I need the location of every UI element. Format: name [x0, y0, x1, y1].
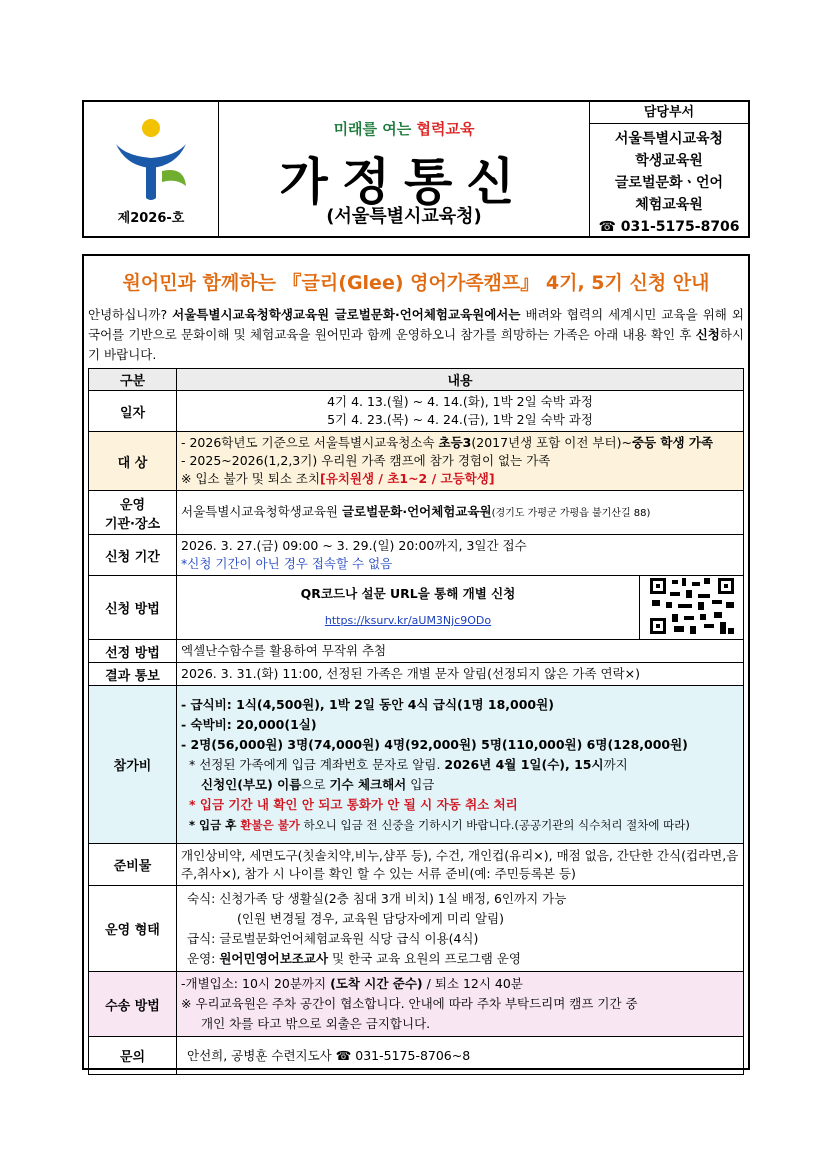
row-label: 문의	[89, 1037, 177, 1075]
intro-text: 하시기 바랍니다.	[88, 327, 744, 362]
text-bold: (도착 시간 준수)	[330, 976, 423, 991]
row-label: 신청 방법	[89, 576, 177, 640]
department-phone: ☎ 031-5175-8706	[598, 219, 740, 235]
organization-name: (서울특별시교육청)	[326, 206, 482, 227]
fee-note	[181, 775, 739, 795]
row-supplies	[89, 844, 744, 886]
text: ※ 입소 불가 및 퇴소 조치	[181, 471, 321, 486]
text: 하오니 입금 전 신중을 기하시기 바랍니다.(공공기관의 식수처리 절차에 따라)	[299, 817, 690, 832]
department-info	[590, 124, 748, 238]
row-contact	[89, 1037, 744, 1075]
row-content: 안선희, 공병훈 수련지도사 ☎ 031-5175-8706~8	[177, 1037, 744, 1075]
intro-bold: 신청	[695, 327, 720, 342]
transport-line	[181, 974, 739, 994]
department-heading: 담당부서	[590, 102, 748, 124]
text: / 퇴소 12시 40분	[422, 976, 523, 991]
target-line	[181, 470, 739, 488]
text: * 선정된 가족에게 입금 계좌번호 문자로 알림.	[189, 756, 445, 772]
label-line: 기관·장소	[104, 516, 161, 532]
row-content	[177, 391, 744, 432]
fee-line: - 2명(56,000원) 3명(74,000원) 4명(92,000원) 5명(110,000원) 6명(128,000원)	[181, 736, 688, 752]
fee-line: - 숙박비: 20,000(1실)	[181, 716, 317, 732]
target-line: - 2025~2026(1,2,3기) 우리원 가족 캠프에 참가 경험이 없는 가족	[181, 453, 551, 468]
transport-line: 개인 차를 타고 밖으로 외출은 금지합니다.	[201, 1016, 431, 1031]
row-target	[89, 432, 744, 491]
slogan-highlight: 협력교육	[416, 120, 475, 138]
fee-note	[181, 815, 739, 835]
row-content: 엑셀난수함수를 활용하여 무작위 추첨	[177, 640, 744, 663]
department-line: 서울특별시교육청	[614, 131, 724, 147]
transport-line: ※ 우리교육원은 주차 공간이 협소합니다. 안내에 따라 주차 부탁드리며 캠프 기간 중	[181, 996, 638, 1011]
text-bold: 2026년 4월 1일(수), 15시	[444, 756, 604, 772]
intro-bold: 서울특별시교육청학생교육원 글로벌문화·언어체험교육원에서는	[172, 307, 521, 322]
text: (2017년생 포함 이전 부터)~	[471, 435, 632, 450]
target-line	[181, 434, 739, 452]
row-content	[177, 886, 744, 972]
newsletter-header	[82, 100, 750, 238]
row-label	[89, 491, 177, 535]
row-fee	[89, 686, 744, 844]
info-table	[88, 368, 744, 1075]
row-content	[177, 972, 744, 1037]
text: 으로	[301, 776, 330, 792]
text-bold: 중등 학생 가족	[631, 435, 714, 450]
row-content	[177, 686, 744, 844]
notice-body	[82, 254, 750, 1070]
period-note: *신청 기간이 아닌 경우 접속할 수 없음	[181, 556, 393, 571]
department-line: 학생교육원	[635, 153, 703, 169]
qr-cell	[640, 576, 744, 640]
text: 서울특별시교육청학생교육원	[181, 503, 342, 519]
row-label: 대 상	[89, 432, 177, 491]
operation-line: (인원 변경될 경우, 교육원 담당자에게 미리 알림)	[237, 910, 504, 926]
row-content: 개인상비약, 세면도구(칫솔치약,비누,샴푸 등), 수건, 개인컵(유리×), 매점 없음, 간단한 간식(컵라면,음주,취사×), 참가 시 나이를 확인 할 수 있는 서류 준비(예: 주민등록본 등)	[177, 844, 744, 886]
row-label: 선정 방법	[89, 640, 177, 663]
department-cell	[590, 102, 748, 236]
text-bold: 글로벌문화·언어체험교육원	[341, 503, 492, 519]
row-apply-method	[89, 576, 744, 640]
table-header-row	[89, 369, 744, 391]
date-line: 5기 4. 23.(목) ~ 4. 24.(금), 1박 2일 숙박 과정	[327, 412, 593, 427]
text: 입금	[406, 776, 435, 792]
row-content	[177, 432, 744, 491]
department-line: 글로벌문화ㆍ언어	[614, 175, 724, 191]
intro-text: 배려와 협력의 세계시민 교육을 위해 외국어를 기반으로 문화이해 및 체험교육을 원어민과 함께 운영하오니 참가를 희망하는 가족은 아래 내용 확인 후	[88, 307, 745, 342]
text: 및 한국 교육 요원의 프로그램 운영	[328, 950, 521, 966]
title-cell	[219, 102, 590, 236]
row-label: 결과 통보	[89, 663, 177, 686]
slogan-text: 미래를 여는	[333, 120, 417, 138]
fee-line: - 급식비: 1식(4,500원), 1박 2일 동안 4식 급식(1명 18,000원)	[181, 696, 554, 712]
label-line: 운영	[119, 497, 146, 513]
seoul-education-logo-icon	[106, 116, 196, 206]
period-line: 2026. 3. 27.(금) 09:00 ~ 3. 29.(일) 20:00까지, 3일간 접수	[181, 538, 527, 553]
text-bold: 신청인(부모) 이름	[201, 776, 302, 792]
fee-note	[181, 755, 739, 775]
row-label: 신청 기간	[89, 535, 177, 576]
notice-headline: 원어민과 함께하는 『글리(Glee) 영어가족캠프』 4기, 5기 신청 안내	[122, 272, 710, 294]
text: 까지	[603, 756, 628, 772]
row-selection	[89, 640, 744, 663]
row-content	[177, 576, 640, 640]
text-red: [유치원생 / 초1~2 / 고등학생]	[320, 471, 495, 486]
row-transport	[89, 972, 744, 1037]
text: 운영:	[187, 950, 220, 966]
col-header-category: 구분	[89, 369, 177, 391]
row-date	[89, 391, 744, 432]
slogan	[219, 118, 589, 139]
row-venue	[89, 491, 744, 535]
row-result	[89, 663, 744, 686]
row-label: 수송 방법	[89, 972, 177, 1037]
text-bold: 원어민영어보조교사	[219, 950, 329, 966]
row-label: 운영 형태	[89, 886, 177, 972]
date-line: 4기 4. 13.(월) ~ 4. 14.(화), 1박 2일 숙박 과정	[327, 394, 593, 409]
address-text: (경기도 가평군 가평읍 불기산길 88)	[491, 507, 651, 519]
operation-line: 숙식: 신청가족 당 생활실(2층 침대 3개 비치) 1실 배정, 6인까지 가능	[187, 890, 567, 906]
text-bold: 기수 체크해서	[329, 776, 407, 792]
row-label: 일자	[89, 391, 177, 432]
row-label: 참가비	[89, 686, 177, 844]
logo-cell	[84, 102, 219, 236]
row-content	[177, 535, 744, 576]
row-operation	[89, 886, 744, 972]
intro-text: 안녕하십니까?	[88, 307, 173, 322]
newsletter-title: 가정통신	[279, 152, 529, 211]
text: - 2026학년도 기준으로 서울특별시교육청소속	[181, 435, 439, 450]
row-content: 2026. 3. 31.(화) 11:00, 선정된 가족은 개별 문자 알림(선정되지 않은 가족 연락×)	[177, 663, 744, 686]
row-label: 준비물	[89, 844, 177, 886]
text: -개별입소: 10시 20분까지	[181, 976, 331, 991]
fee-warning: * 입금 기간 내 확인 안 되고 통화가 안 될 시 자동 취소 처리	[189, 796, 518, 812]
operation-line	[187, 949, 739, 969]
intro-paragraph	[84, 295, 748, 365]
survey-url-link[interactable]: https://ksurv.kr/aUM3Njc9ODo	[324, 614, 492, 627]
text-bold: 초등3	[438, 435, 472, 450]
qr-code-icon[interactable]	[648, 576, 736, 636]
department-line: 체험교육원	[635, 197, 703, 213]
text-red: 환불은 불가	[240, 817, 300, 832]
issue-number: 제2026-호	[117, 211, 185, 226]
col-header-content: 내용	[177, 369, 744, 391]
operation-line: 급식: 글로벌문화언어체험교육원 식당 급식 이용(4식)	[187, 930, 479, 946]
row-apply-period	[89, 535, 744, 576]
row-content	[177, 491, 744, 535]
text-bold: * 입금 후	[189, 817, 241, 832]
method-line: QR코드나 설문 URL을 통해 개별 신청	[300, 586, 516, 601]
